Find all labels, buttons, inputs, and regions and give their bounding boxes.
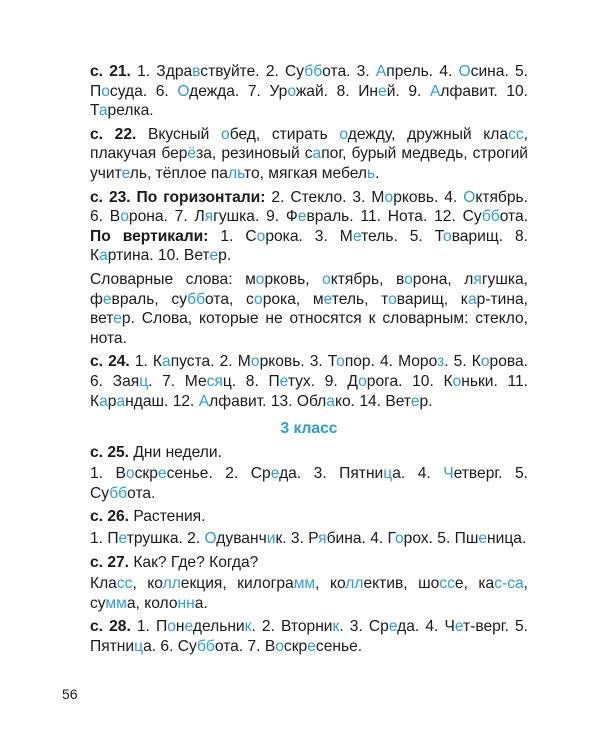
answer-paragraph [90,270,528,348]
bold-heading: По горизонтали: [130,188,266,206]
text-run: то, мягкая мебел [244,164,367,182]
text-run: да. 3. Пятни [279,465,384,483]
highlighted-letters: о [404,270,413,288]
text-run: р. [419,392,433,410]
text-run: е, ка [454,575,495,593]
text-run: варищ. 8. К [90,227,528,265]
text-run: ота. [499,208,528,226]
highlighted-letters: о [275,638,284,656]
answer-paragraph [90,62,528,121]
highlighted-letters: бб [304,63,323,80]
text-run: 1. С [208,227,257,245]
highlighted-letters: О [177,82,190,100]
highlighted-letters: О [204,530,217,548]
highlighted-letters: е [388,618,398,636]
text-run: 2. Стекло. 3. М [265,188,385,206]
text-run: рона, л [412,270,474,288]
text-run: ктябрь. 6. В [90,188,528,226]
highlighted-letters: е [270,465,280,483]
highlighted-letters: мм [293,575,316,593]
text-run: 1. В [90,465,126,483]
answers-content [90,62,528,661]
highlighted-letters: о [452,372,462,390]
text-run: ектив, шо [363,575,440,593]
text-run: рога. 10. К [366,372,453,390]
highlighted-letters: е [102,290,112,308]
text-run: гушка. 9. Ф [213,208,298,226]
text-run: а. [194,594,208,612]
text-run: рох. 5. Пш [403,530,479,548]
highlighted-letters: бб [187,290,206,308]
answer-paragraph [90,464,528,503]
answer-paragraph [90,617,528,656]
answer-paragraph [90,443,528,463]
text-run: ль, тёплое па [129,164,228,182]
text-run: ница. [487,530,527,548]
highlighted-letters: о [255,270,265,288]
highlighted-letters: а [162,353,171,371]
highlighted-letters: о [358,372,367,390]
text-run: бина. 4. Г [326,530,395,548]
highlighted-letters: А [198,392,210,410]
text-run: , ко [132,575,163,593]
highlighted-letters: лл [345,575,364,593]
exercise-ref: с. 22. [90,125,137,143]
answer-paragraph [90,574,528,613]
highlighted-letters: сс [508,125,524,143]
text-run: р [107,392,117,410]
exercise-ref: с. 26. [90,508,130,526]
highlighted-letters: а [99,392,108,410]
highlighted-letters: о [256,227,266,245]
highlighted-letters: ь [367,164,376,182]
text-run: да. 4. Ч [397,618,455,636]
text-run: а, коло [126,594,178,612]
text-run: сенье. [315,638,363,656]
text-run: , су [90,575,529,612]
highlighted-letters: я [204,208,214,226]
text-run: Растения. [129,508,206,526]
text-run: ота, с [205,290,254,308]
text-run: сенье. 2. Ср [166,465,271,483]
highlighted-letters: а [98,102,108,120]
highlighted-letters: о [221,125,230,143]
text-run: дельни [192,618,245,636]
text-run: пог, бурый медведь, строгий учит [90,145,528,182]
text-run: ц. 8. П [222,372,280,390]
text-run: сина. 5. П [90,63,529,100]
text-run: рковь. 4. [393,188,464,206]
text-run: , ко [315,575,346,593]
text-run: лфавит. 10. Т [90,82,529,120]
highlighted-letters: и [266,530,276,548]
text-run: суда. 6. [109,82,178,100]
text-run: гушка, ф [90,270,528,308]
text-run: ота. [127,484,156,502]
highlighted-letters: о [125,465,135,483]
text-run: ртина. 10. Вет [107,247,210,265]
text-run: , плакучая бер [90,125,528,163]
text-run: пор. 4. Моро [344,353,438,371]
highlighted-letters: бб [109,484,128,502]
highlighted-letters: нн [177,594,195,612]
highlighted-letters: е [279,372,288,390]
answer-paragraph [90,125,528,184]
text-run: 1. К [129,353,163,371]
highlighted-letters: мм [105,594,127,612]
highlighted-letters: с-са [494,575,524,593]
text-run: ствуйте. 2. Су [200,63,305,80]
text-run: пуста. 2. М [170,353,251,371]
bold-heading: По вертикали: [90,227,209,245]
highlighted-letters: я [473,270,482,288]
highlighted-letters: ц [134,638,144,656]
text-run: екция, килогра [180,575,294,593]
text-run: Вкусный [136,125,221,143]
highlighted-letters: о [339,125,348,143]
highlighted-letters: о [322,270,331,288]
highlighted-letters: о [384,188,394,206]
text-run: дежду, дружный кла [347,125,509,143]
highlighted-letters: ц [139,372,149,390]
text-run: рока. 3. М [265,227,353,245]
highlighted-letters: е [352,227,362,245]
text-run: варищ, к [396,290,468,308]
highlighted-letters: е [454,618,463,636]
highlighted-letters: сс [116,575,133,593]
text-run: прель. 4. [386,63,459,80]
section-title: 3 класс [280,420,338,438]
highlighted-letters: о [250,353,260,371]
text-run: а. 4. [392,465,444,483]
text-run: рковь, [264,270,323,288]
highlighted-letters: е [307,638,316,656]
highlighted-letters: а [116,392,126,410]
highlighted-letters: е [209,247,219,265]
text-run: лфавит. 13. Обл [209,392,327,410]
highlighted-letters: к [332,618,340,636]
highlighted-letters: О [463,188,476,206]
text-run: рковь. 3. Т [259,353,337,371]
text-run: релка. [107,102,154,120]
exercise-ref: с. 21. [90,63,131,80]
exercise-ref: с. 27. [90,553,130,571]
text-run: бед, стирать [229,125,340,143]
highlighted-letters: о [167,618,176,636]
highlighted-letters: лл [162,575,181,593]
highlighted-letters: е [184,618,193,636]
highlighted-letters: е [297,208,307,226]
text-run: н [175,618,185,636]
text-run: р. Слова, которые не относятся к словарным: стекло, нота. [90,310,528,347]
highlighted-letters: сс [439,575,455,593]
highlighted-letters: к [244,618,252,636]
highlighted-letters: а [312,145,322,163]
text-run: ньки. 11. К [90,372,529,410]
answer-paragraph [90,553,528,573]
grade-3-answers [90,443,528,657]
text-run: скр [134,465,158,483]
highlighted-letters: о [336,353,345,371]
page-number: 56 [62,686,78,702]
text-run: рока, м [262,290,324,308]
highlighted-letters: о [101,82,110,100]
text-run: трушка. 2. [126,530,205,548]
exercise-ref: с. 24. [90,353,130,371]
text-run: Словарные слова: м [90,270,256,288]
highlighted-letters: бб [481,208,500,226]
text-run: . 3. Ср [339,618,389,636]
highlighted-letters: а [326,392,335,410]
text-run: к. 3. Р [275,530,319,548]
highlighted-letters: ё [187,145,197,163]
highlighted-letters: е [118,530,127,548]
highlighted-letters: о [480,353,490,371]
text-run: рона. 7. Л [128,208,205,226]
highlighted-letters: в [192,63,201,80]
highlighted-letters: ся [206,372,223,390]
text-run: жай. 8. Ин [295,82,379,100]
highlighted-letters: О [458,63,471,80]
text-run: т-верг. 5. Пятни [90,618,528,656]
text-run: скр [283,638,308,656]
text-run: ота. 7. В [214,638,276,656]
highlighted-letters: е [378,82,387,100]
text-run: 1. П [90,530,119,548]
answer-paragraph [90,188,528,266]
highlighted-letters: о [120,208,129,226]
text-run: 1. П [130,618,168,636]
highlighted-letters: о [443,227,452,245]
highlighted-letters: я [318,530,327,548]
text-run: Дни недели. [129,443,222,461]
text-run: . [375,164,380,182]
text-run: й. 9. [386,82,430,100]
text-run: ота. 3. [322,63,376,80]
text-run: етверг. 5. Су [90,465,528,502]
highlighted-letters: е [157,465,167,483]
highlighted-letters: Ч [443,465,454,483]
text-run: тель. 5. Т [361,227,444,245]
text-run: Как? Где? Когда? [129,553,259,571]
text-run: ндаш. 12. [125,392,199,410]
text-run: Кла [90,575,117,593]
highlighted-letters: е [478,530,488,548]
text-run: р. [218,247,232,265]
text-run: тель, т [331,290,389,308]
text-run: 1. Здра [130,63,193,80]
exercise-ref: с. 25. [90,443,130,461]
text-run: враль, су [111,290,188,308]
text-run: . 2. Вторни [251,618,333,636]
answer-paragraph [90,352,528,411]
exercise-ref: с. 28. [90,618,131,636]
highlighted-letters: о [388,290,397,308]
text-run: рова. 6. Зая [90,353,528,390]
highlighted-letters: о [254,290,263,308]
text-run: дежда. 7. Ур [189,82,288,100]
text-run: . 5. К [444,353,481,371]
highlighted-letters: а [99,247,108,265]
text-run: р-тина, вет [90,290,528,328]
highlighted-letters: бб [196,638,215,656]
highlighted-letters: А [429,82,441,100]
text-run: за, резиновый с [196,145,313,163]
text-run: враль. 11. Нота. 12. Су [306,208,482,226]
grade-2-answers [90,62,528,411]
highlighted-letters: А [375,63,387,80]
highlighted-letters: о [394,530,404,548]
text-run: тух. 9. Д [287,372,359,390]
highlighted-letters: е [410,392,420,410]
text-run: ктябрь, в [330,270,405,288]
highlighted-letters: е [323,290,332,308]
highlighted-letters: о [287,82,296,100]
answer-paragraph [90,507,528,527]
text-run: ко. 14. Вет [334,392,411,410]
text-run: дуванч [216,530,267,548]
exercise-ref: с. 23. [90,188,131,206]
text-run: . 7. Ме [148,372,207,390]
highlighted-letters: а [467,290,477,308]
highlighted-letters: ц [383,465,393,483]
highlighted-letters: е [113,310,122,328]
text-run: а. 6. Су [143,638,197,656]
highlighted-letters: з [437,353,445,371]
answer-paragraph [90,529,528,549]
highlighted-letters: ль [227,164,244,182]
highlighted-letters: е [121,164,130,182]
